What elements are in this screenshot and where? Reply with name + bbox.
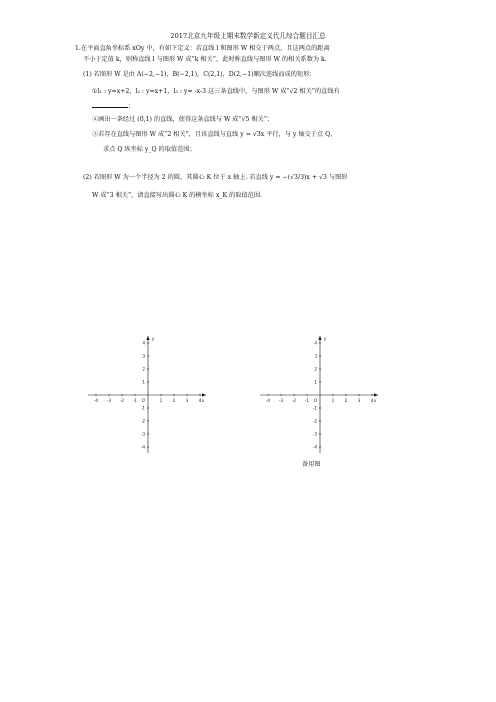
- y-tick-label: -2: [140, 418, 145, 424]
- y-axis-arrow: [146, 336, 149, 340]
- y-tick-label: 2: [142, 366, 145, 372]
- x-tick-label: 4: [198, 398, 202, 403]
- part2-line-1: (2) 若图形 W 为一个半径为 2 的圆，其圆心 K 位于 x 轴上. 若直线 y = −(√3/3)x + √3 与图形: [83, 174, 348, 181]
- x-tick-label: -3: [106, 398, 112, 403]
- x-tick-label: 3: [357, 398, 361, 403]
- x-tick-label: 1: [159, 398, 163, 403]
- figure-caption: 备用图: [302, 461, 321, 468]
- x-tick-label: 3: [185, 398, 189, 403]
- question-3-line-2: 求点 Q 纵坐标 y_Q 的取值范围；: [103, 146, 196, 153]
- question-3-line-1: ③若存在直线与图形 W 成“2 相关”，且该直线与直线 y = √3x 平行，与 y 轴交于点 Q，: [92, 131, 337, 138]
- origin-label: O: [313, 398, 317, 403]
- x-tick-label: 2: [172, 398, 176, 403]
- x-tick-label: -1: [132, 398, 138, 403]
- y-tick-label: 4: [314, 340, 317, 346]
- x-axis-arrow: [202, 393, 206, 396]
- y-tick-label: 3: [142, 353, 145, 359]
- part2-line-2: W 成“3 相关”，请直接写出圆心 K 的横坐标 x_K 的取值范围.: [92, 192, 262, 199]
- x-tick-label: -2: [291, 398, 297, 403]
- intro-line-1: 1.在平面直角坐标系 xOy 中，有如下定义：若直线 l 和图形 W 相交于两点，且这两点的距离: [75, 45, 330, 52]
- y-tick-label: 4: [142, 340, 145, 346]
- y-axis-arrow: [318, 336, 321, 340]
- x-tick-label: -4: [93, 398, 99, 403]
- x-tick-label: 2: [344, 398, 348, 403]
- y-tick-label: -1: [312, 405, 317, 411]
- coordinate-grid-left: [86, 333, 210, 457]
- question-1-line-2: ；: [92, 101, 134, 111]
- part1-statement: (1) 若图形 W 是由 A(−2,−1)，B(−2,1)，C(2,1)，D(2,−1)顺次连线而成的矩形：: [83, 71, 316, 78]
- x-axis-label: x: [201, 398, 205, 403]
- x-tick-label: -1: [304, 398, 310, 403]
- y-tick-label: 1: [142, 379, 145, 385]
- x-tick-label: 1: [331, 398, 335, 403]
- y-tick-label: -4: [312, 444, 317, 450]
- answer-blank[interactable]: [92, 101, 128, 108]
- intro-line-2: 不小于定值 k，则称直线 l 与图形 W 成“k 相关”，此时称直线与图形 W 的相关系数为 k.: [83, 56, 327, 63]
- y-tick-label: -3: [140, 431, 145, 437]
- y-axis-label: y: [152, 336, 155, 341]
- origin-label: O: [141, 398, 145, 403]
- question-2: ②画出一条经过 (0,1) 的直线，使得这条直线与 W 成“√5 相关”；: [92, 116, 274, 123]
- x-tick-label: -2: [119, 398, 125, 403]
- y-tick-label: 2: [314, 366, 317, 372]
- doc-title: 2017北京九年级上期末数学新定义代几综合题目汇总: [170, 32, 326, 40]
- y-tick-label: -1: [140, 405, 145, 411]
- y-tick-label: -4: [140, 444, 145, 450]
- y-tick-label: 3: [314, 353, 317, 359]
- coordinate-grid-right: [258, 333, 382, 457]
- y-tick-label: -3: [312, 431, 317, 437]
- y-tick-label: -2: [312, 418, 317, 424]
- x-tick-label: 4: [370, 398, 374, 403]
- x-axis-label: x: [373, 398, 377, 403]
- x-tick-label: -3: [278, 398, 284, 403]
- y-axis-label: y: [324, 336, 327, 341]
- x-axis-arrow: [374, 393, 378, 396]
- y-tick-label: 1: [314, 379, 317, 385]
- x-tick-label: -4: [265, 398, 271, 403]
- question-1-line-1: ①l₁ : y=x+2，l₂ : y=x+1，l₃ : y= -x-3 这三条直线中，与图形 W 成“√2 相关”的直线有: [92, 88, 340, 95]
